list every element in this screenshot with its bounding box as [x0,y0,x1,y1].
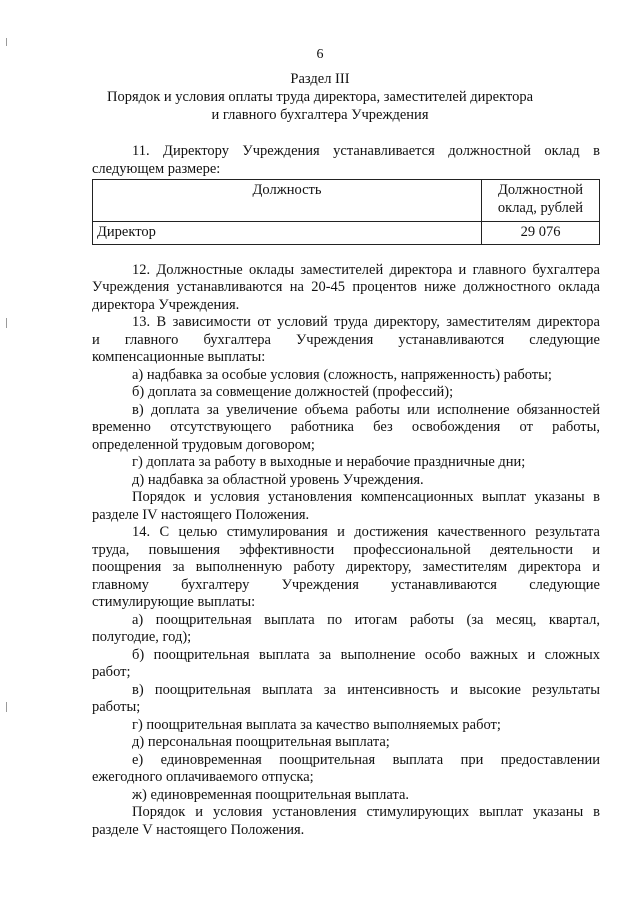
paragraph-14-line: 14. С целью стимулирования и достижения качественного результата [132,524,600,540]
header-salary-line: Должностной [497,182,584,198]
paragraph-12-line: директора Учреждения. [92,296,240,313]
paragraph-13-line: и главного бухгалтера Учреждения устанавливаются следующие [92,331,600,348]
list-item-v: в) поощрительная выплата за интенсивность и высокие результаты [132,681,600,698]
section-heading-line: и главного бухгалтера Учреждения [211,107,429,123]
list-item-zh: ж) единовременная поощрительная выплата. [132,786,410,803]
list-item-g: г) доплата за работу в выходные и нерабочие праздничные дни; [132,454,526,470]
header-position: Должность [93,180,482,222]
salary-table [92,179,600,245]
list-item-v-cont: определенной трудовым договором; [92,436,315,453]
cell-salary: 29 076 [482,222,600,245]
list-item-e: е) единовременная поощрительная выплата при предоставлении [132,751,600,768]
table-row [93,222,600,245]
scan-edge-mark [6,38,7,46]
list-item-b: б) поощрительная выплата за выполнение особо важных и сложных [132,646,600,663]
paragraph-14-line: поощрения за выполненную работу директору, заместителям директора и [92,559,600,575]
list-item-d: д) надбавка за областной уровень Учреждения. [132,471,424,488]
paragraph-13-line: 13. В зависимости от условий труда директору, заместителям директора [132,314,600,330]
list-item-v-cont: работы; [92,699,141,715]
document-body [92,143,600,839]
list-item-b-cont: работ; [92,664,131,680]
header-salary [482,180,600,222]
paragraph-12-line: Учреждения устанавливаются на 20-45 процентов ниже должностного оклада [92,279,600,295]
list-item-e-cont: ежегодного оплачиваемого отпуска; [92,769,314,785]
paragraph-13-line: компенсационные выплаты: [92,349,266,365]
list-item-a: а) поощрительная выплата по итогам работы (за месяц, квартал, [132,611,600,628]
paragraph-13-footer: Порядок и условия установления компенсационных выплат указаны в [132,489,600,505]
list-item-a-cont: полугодие, год); [92,629,192,645]
paragraph-13-footer: разделе IV настоящего Положения. [92,506,310,523]
paragraph-14-footer: Порядок и условия установления стимулирующих выплат указаны в [132,804,600,820]
list-item-d: д) персональная поощрительная выплата; [132,734,390,750]
table-header-row [93,180,600,222]
paragraph-14-line: главному бухгалтеру Учреждения устанавливаются следующие [92,576,600,593]
scan-edge-mark [6,318,7,328]
cell-position: Директор [93,222,482,245]
list-item-g: г) поощрительная выплата за качество выполняемых работ; [132,716,501,733]
list-item-a: а) надбавка за особые условия (сложность, напряженность) работы; [132,366,552,383]
header-salary-line: оклад, рублей [497,199,584,216]
page-number: 6 [316,47,324,62]
paragraph-14-footer: разделе V настоящего Положения. [92,821,305,838]
section-heading-line: Порядок и условия оплаты труда директора, заместителей директора [106,89,533,105]
paragraph-14-line: труда, повышения эффективности профессиональной деятельности и [92,541,600,558]
scan-edge-mark [6,702,7,712]
paragraph-11-line: следующем размере: [92,160,221,177]
list-item-v-cont: временно отсутствующего работника без освобождения от работы, [92,419,600,435]
list-item-b: б) доплата за совмещение должностей (профессий); [132,384,454,400]
paragraph-12-line: 12. Должностные оклады заместителей директора и главного бухгалтера [132,261,600,278]
list-item-v: в) доплата за увеличение объема работы или исполнение обязанностей [132,401,600,418]
section-title: Раздел III [290,71,350,87]
paragraph-11-line: 11. Директору Учреждения устанавливается должностной оклад в [132,143,600,159]
paragraph-14-line: стимулирующие выплаты: [92,594,256,610]
